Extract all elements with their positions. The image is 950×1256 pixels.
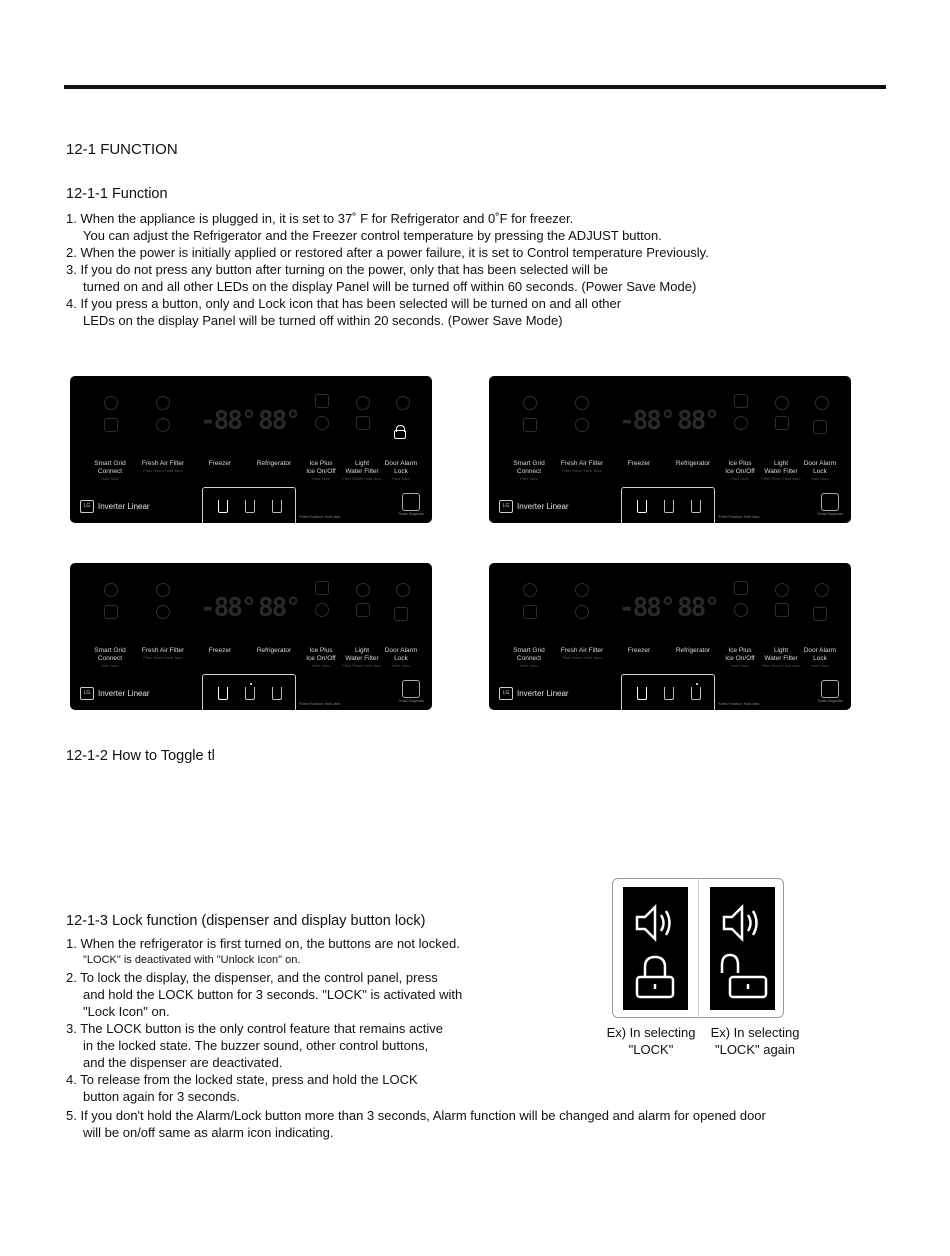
brand-mark [499,687,569,700]
panel-icon [575,583,589,597]
smart-diagnosis-icon [821,680,839,698]
function-line: turned on and all other LEDs on the display Panel will be turned off within 60 seconds. (Power Save Mode) [83,279,697,294]
extra-function-hint: *Extra Function: Hold 3sec [718,702,760,706]
panel-label-text: Fresh Air Filter [141,460,185,467]
panel-label-text: Door Alarm Lock [384,460,418,475]
brand-text: Inverter Linear [98,689,150,698]
panel-label-text: Ice Plus Ice On/Off [725,647,755,662]
indicator-dot [250,683,252,685]
panel-icon [315,603,329,617]
section-title: 12-1 FUNCTION [66,141,178,158]
panel-icon [775,603,789,617]
panel-sublabel: Hold 3sec [520,663,538,668]
panel-label-door_alarm [795,460,845,481]
panel-icon [396,396,410,410]
freezer-display: -88° [200,593,255,623]
refrigerator-display: 88° [677,593,718,623]
panel-icon [815,396,829,410]
panel-icon [356,583,370,597]
lock-line: button again for 3 seconds. [83,1089,240,1104]
panel-label-text: Light Water Filter [764,647,798,662]
panel-icon [315,394,329,408]
panel-sublabel: Filter Reset Hold 3sec [143,655,183,660]
brand-text: Inverter Linear [517,689,569,698]
panel-sublabel: Filter Reset Hold 3sec [761,476,801,481]
extra-function-hint: *Extra Function: Hold 3sec [718,515,760,519]
panel-label-freezer [195,647,245,655]
panel-label-fresh_air [138,460,188,473]
panel-icon [734,581,748,595]
panel-label-freezer [614,460,664,468]
extra-function-hint: *Extra Function: Hold 3sec [299,515,341,519]
panel-sublabel: Hold 3sec [811,663,829,668]
brand-text: Inverter Linear [517,502,569,511]
panel-sublabel: Filter Reset Hold 3sec [342,663,382,668]
panel-icon [315,581,329,595]
control-panel-image [489,376,851,523]
freezer-display: -88° [619,406,674,436]
water-icon [664,687,674,700]
smart-diagnosis-icon [402,680,420,698]
caption-lock [596,1024,706,1058]
extra-function-hint: *Extra Function: Hold 3sec [299,702,341,706]
cubed-ice-icon [637,687,647,700]
panel-sublabel: Hold 3sec [101,663,119,668]
panel-sublabel: Hold 3sec [392,663,410,668]
panel-icon [156,583,170,597]
cubed-ice-icon [218,687,228,700]
speaker-lock-icon [623,887,688,1010]
speaker-unlock-icon [710,887,775,1010]
subsection-lock-title: 12-1-3 Lock function (dispenser and display button lock) [66,913,426,929]
unlock-icon [813,607,827,621]
subsection-toggle-title: 12-1-2 How to Toggle tl [66,748,215,764]
panel-sublabel: Hold 3sec [811,476,829,481]
panel-label-text: Smart Grid Connect [513,647,545,662]
panel-label-text: Fresh Air Filter [560,647,604,654]
lock-item-5 [66,1107,856,1141]
freezer-display: -88° [619,593,674,623]
panel-icon [104,396,118,410]
panel-label-text: Ice Plus Ice On/Off [306,460,336,475]
panel-label-refrigerator [249,647,299,655]
panel-sublabel: Hold 3sec [731,663,749,668]
caption-text: "LOCK" [628,1042,674,1057]
panel-sublabel: Hold 3sec [312,476,330,481]
function-line: 1. When the appliance is plugged in, it is set to 37˚ F for Refrigerator and 0˚F for freezer. [66,211,574,226]
water-icon [664,500,674,513]
panel-label-text: Door Alarm Lock [803,460,837,475]
water-icon [245,500,255,513]
panel-label-refrigerator [249,460,299,468]
crushed-ice-icon [691,500,701,513]
function-line: 3. If you do not press any button after turning on the power, only that has been selected will be [66,262,609,277]
lock-line: and the dispenser are deactivated. [83,1055,283,1070]
control-panel-image [70,376,432,523]
panel-sublabel: Filter Reset Hold 3sec [342,476,382,481]
caption-lock-again [702,1024,808,1058]
panel-label-smart_grid [504,647,554,668]
panel-label-fresh_air [138,647,188,660]
smart-diagnosis-label: Smart Diagnosis [817,512,843,516]
function-line: You can adjust the Refrigerator and the Freezer control temperature by pressing the ADJUST button. [83,228,662,243]
function-paragraph [66,210,856,329]
panel-sublabel: Hold 3sec [520,476,538,481]
panel-sublabel: Hold 3sec [731,476,749,481]
panel-icon [315,416,329,430]
panel-label-text: Refrigerator [256,460,292,467]
panel-icon [734,394,748,408]
panel-label-text: Freezer [627,647,651,654]
lock-line: 5. If you don't hold the Alarm/Lock button more than 3 seconds, Alarm function will be changed and alarm for opened door [66,1108,766,1123]
panel-label-refrigerator [668,460,718,468]
panel-sublabel: Filter Reset Hold 3sec [761,663,801,668]
panel-icon [815,583,829,597]
smart-diagnosis-icon [821,493,839,511]
brand-mark [499,500,569,513]
cubed-ice-icon [218,500,228,513]
function-line: LEDs on the display Panel will be turned off within 20 seconds. (Power Save Mode) [83,313,563,328]
panel-icon [523,583,537,597]
smart-diagnosis-label: Smart Diagnosis [817,699,843,703]
crushed-ice-icon [272,687,282,700]
refrigerator-display: 88° [677,406,718,436]
unlock-icon [394,607,408,621]
lock-line: 4. To release from the locked state, press and hold the LOCK [66,1072,418,1087]
panel-icon [396,583,410,597]
panel-label-fresh_air [557,647,607,660]
panel-label-door_alarm [376,460,426,481]
smart-diagnosis-icon [402,493,420,511]
subsection-function-title: 12-1-1 Function [66,186,168,202]
panel-icon [156,418,170,432]
lg-logo-icon: LG [499,500,513,513]
refrigerator-display: 88° [258,406,299,436]
panel-icon [356,416,370,430]
panel-label-refrigerator [668,647,718,655]
panel-label-text: Light Water Filter [345,460,379,475]
panel-label-text: Freezer [208,647,232,654]
brand-mark [80,500,150,513]
panel-label-door_alarm [795,647,845,668]
panel-icon [523,396,537,410]
panel-icon [523,418,537,432]
control-panel-image [70,563,432,710]
panel-label-freezer [195,460,245,468]
dispenser-selector [202,674,296,710]
panel-icon [775,416,789,430]
lock-figure [612,878,784,1018]
panel-label-text: Freezer [627,460,651,467]
panel-label-text: Refrigerator [256,647,292,654]
caption-text: Ex) In selecting [606,1025,696,1040]
panel-icon [104,605,118,619]
water-icon [245,687,255,700]
lock-icon [394,430,406,439]
panel-label-freezer [614,647,664,655]
panel-label-text: Refrigerator [675,460,711,467]
refrigerator-display: 88° [258,593,299,623]
indicator-dot [696,683,698,685]
panel-icon [575,605,589,619]
panel-icon [523,605,537,619]
lock-line: in the locked state. The buzzer sound, other control buttons, [83,1038,429,1053]
panel-icon [156,396,170,410]
caption-text: "LOCK" again [714,1042,796,1057]
panel-sublabel: Hold 3sec [101,476,119,481]
panel-label-text: Ice Plus Ice On/Off [725,460,755,475]
panel-sublabel: Filter Reset Hold 3sec [562,655,602,660]
panel-label-smart_grid [504,460,554,481]
panel-sublabel: Filter Reset Hold 3sec [562,468,602,473]
panel-label-text: Ice Plus Ice On/Off [306,647,336,662]
panel-sublabel: Hold 3sec [312,663,330,668]
panel-label-door_alarm [376,647,426,668]
panel-label-text: Smart Grid Connect [94,647,126,662]
lock-paragraph [66,935,586,1105]
smart-diagnosis-label: Smart Diagnosis [398,699,424,703]
panel-sublabel: Filter Reset Hold 3sec [143,468,183,473]
control-panel-image [489,563,851,710]
lock-line: 1. When the refrigerator is first turned on, the buttons are not locked. [66,936,460,951]
panel-icon [356,603,370,617]
panel-label-text: Door Alarm Lock [803,647,837,662]
brand-mark [80,687,150,700]
lock-line: 3. The LOCK button is the only control feature that remains active [66,1021,443,1036]
function-line: 4. If you press a button, only and Lock icon that has been selected will be turned on and all other [66,296,622,311]
panel-label-text: Smart Grid Connect [513,460,545,475]
panel-label-text: Door Alarm Lock [384,647,418,662]
panel-icon [575,418,589,432]
smart-diagnosis-label: Smart Diagnosis [398,512,424,516]
panel-icon [734,416,748,430]
crushed-ice-icon [272,500,282,513]
lg-logo-icon: LG [80,500,94,513]
lock-line: "Lock Icon" on. [83,1004,170,1019]
lock-line: 2. To lock the display, the dispenser, and the control panel, press [66,970,438,985]
figure-divider [698,879,699,1019]
panel-icon [775,583,789,597]
panel-sublabel: Hold 3sec [392,476,410,481]
brand-text: Inverter Linear [98,502,150,511]
dispenser-selector [621,487,715,523]
panel-icon [356,396,370,410]
lock-line: and hold the LOCK button for 3 seconds. "LOCK" is activated with [83,987,463,1002]
dispenser-selector [202,487,296,523]
panel-label-text: Light Water Filter [764,460,798,475]
panel-label-text: Light Water Filter [345,647,379,662]
lock-line: "LOCK" is deactivated with "Unlock Icon" on. [83,954,301,966]
lock-tile [623,887,688,1010]
caption-text: Ex) In selecting [710,1025,800,1040]
freezer-display: -88° [200,406,255,436]
panel-label-smart_grid [85,647,135,668]
lg-logo-icon: LG [80,687,94,700]
panel-icon [775,396,789,410]
crushed-ice-icon [691,687,701,700]
panel-label-smart_grid [85,460,135,481]
unlock-icon [813,420,827,434]
panel-label-fresh_air [557,460,607,473]
panel-icon [104,418,118,432]
panel-label-text: Freezer [208,460,232,467]
lg-logo-icon: LG [499,687,513,700]
dispenser-selector [621,674,715,710]
panel-icon [734,603,748,617]
unlock-tile [710,887,775,1010]
panel-icon [575,396,589,410]
panel-label-text: Fresh Air Filter [141,647,185,654]
panel-label-text: Smart Grid Connect [94,460,126,475]
cubed-ice-icon [637,500,647,513]
function-line: 2. When the power is initially applied or restored after a power failure, it is set to Control temperature Previously. [66,245,709,260]
panel-label-text: Fresh Air Filter [560,460,604,467]
panel-label-text: Refrigerator [675,647,711,654]
lock-line: will be on/off same as alarm icon indicating. [83,1125,334,1140]
header-rule [64,85,886,89]
panel-icon [104,583,118,597]
panel-icon [156,605,170,619]
